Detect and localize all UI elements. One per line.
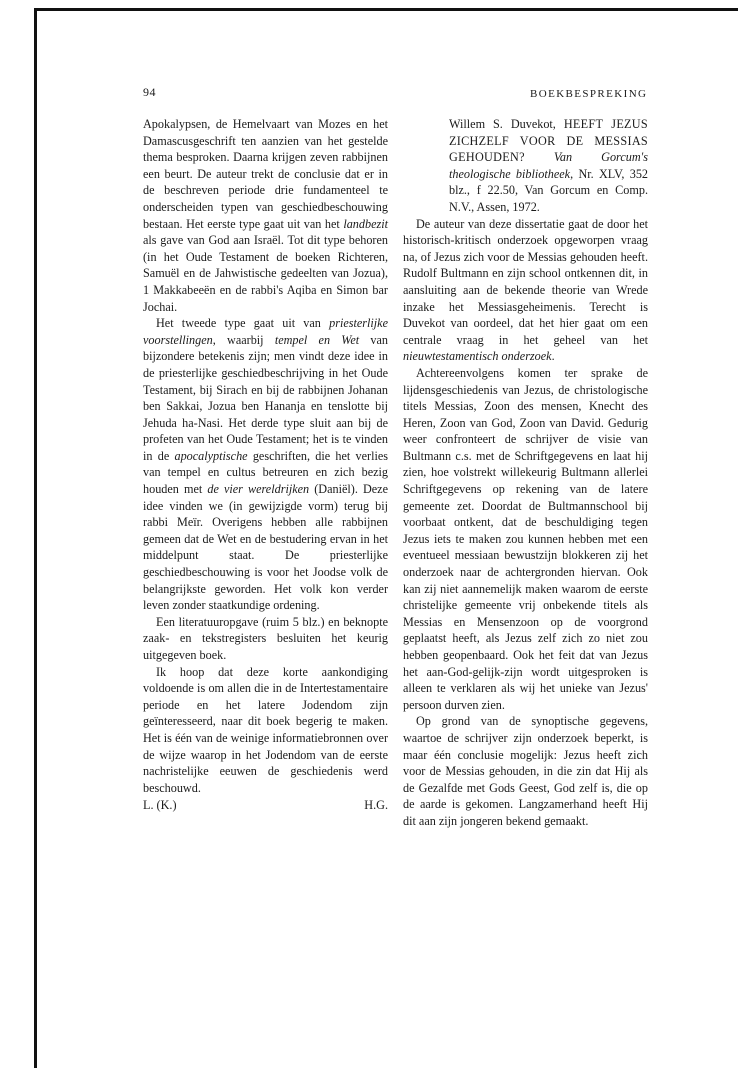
text-run: nieuwtestamentisch onderzoek [403, 349, 552, 364]
running-head: BOEKBESPREKING [530, 88, 648, 100]
text-run: Op grond van de synoptische gegevens, waartoe de schrijver zijn onderzoek beperkt, is maar één conclusie mogelijk: Jezus heeft zich voor de Messias gehouden, in die zin dat Hij als de Gezalfde met Gods Geest, God zelf is, die op de aarde is gekomen. Langzamerhand heeft Hij dit aan zijn jongeren bekend gemaakt. [403, 714, 648, 828]
text-run: Het tweede type gaat uit van [156, 316, 330, 331]
page-number: 94 [143, 85, 156, 99]
text-run: , Nr. XLV, 352 blz., f 22.50, Van Gorcum en Comp. N.V., Assen, 1972. [449, 166, 649, 214]
text-run: De auteur van deze dissertatie gaat de door het historisch-kritisch onderzoek opgeworpen vraag na, of Jezus zich voor de Messias gehouden heeft. Rudolf Bultmann en zijn school ontkennen dit, in aansluiting aan de bekende theorie van Wrede inzake het Messiasgeheimenis. Terecht is Duvekot van oordeel, dat het hier gaat om een centrale vraag in het geheel van het [403, 216, 648, 347]
text-run: geschriften, die het verlies van tempel en cultus betreuren en zich bezig houden met [143, 448, 388, 497]
text-run: Van Gorcum's theologische bibliotheek [449, 150, 648, 181]
text-run: Willem S. Duvekot, [449, 117, 564, 131]
text-run [525, 150, 554, 164]
text-run: (Daniël). Deze idee vinden we (in gewijzigde vorm) terug bij rabbi Meïr. Overigens hebben alle rabbijnen gemeen dat de Wet en de bestudering ervan in het middelpunt staat. De priesterlijke geschiedbeschouwing is voor het Joodse volk de belangrijkste geworden. Het volk kon verder leven zonder staatkundige ordening. [143, 482, 388, 613]
review-signature [143, 797, 388, 814]
signature-initials-right: H.G. [364, 798, 388, 813]
left-paragraph-3 [143, 614, 388, 664]
text-run: Apokalypsen, de Hemelvaart van Mozes en het Damascusgeschrift ten aanzien van het gestelde thema besproken. Daarna krijgen zeven rabbijnen een beurt. De auteur trekt de conclusie dat er in de beschreven periode drie fundamenteel te onderscheiden typen van geschiedbeschouwing bestaan. Het eerste type gaat uit van het [143, 117, 388, 231]
scan-border-left [34, 8, 37, 1068]
right-paragraph-2 [403, 365, 648, 713]
left-column [143, 116, 388, 814]
text-run: HEEFT JEZUS ZICHZELF VOOR DE MESSIAS GEHOUDEN? [449, 117, 648, 165]
text-run: Ik hoop dat deze korte aankondiging voldoende is om allen die in de Intertestamentaire periode en het latere Jodendom zijn geïnteresseerd, naar dit boek begerig te maken. Het is één van de weinige informatiebronnen over de wijze waarop in het Jodendom van de eerste nachristelijke eeuwen de geschiedenis werd beschouwd. [143, 664, 388, 795]
text-run: als gave van God aan Israël. Tot dit type behoren (in het Oude Testament de boeken Richteren, Samuël en de Jahwistische gedeelten van Jozua), 1 Makkabeeën en de rabbi's Aqiba en Simon bar Jochai. [143, 233, 388, 314]
scan-border-top [34, 8, 738, 11]
text-run: Achtereenvolgens komen ter sprake de lijdensgeschiedenis van Jezus, de christologische titels Messias, Zoon des mensen, Knecht des Heren, Zoon van God, Zoon van David. Gedurig weer confronteert de schrijver de visie van Bultmann c.s. met de Schriftgegevens en laat hij zien, hoe volstrekt willekeurig Bultmann allerlei Schriftgegevens op rekening van de latere gemeente zet. Doordat de Bultmannschool bij voorbaat ontkent, dat de beschuldiging tegen Jezus iets te maken zou kunnen hebben met een eventueel messiaan bewustzijn blokkeren zij het onderzoek naar de achtergronden hiervan. Ook kan zij niet aannemelijk maken waarom de eerste christelijke gemeente vrij onbekende titels als Messias en Mensenzoon op de voorgrond geplaatst heeft, als Jezus zelf zich zo niet zou hebben geopenbaard. Ook het feit dat van Jezus het aan-God-gelijk-zijn wordt uitgesproken is alleen te verklaren als wij het unieke van Jezus' persoon durven zien. [403, 365, 648, 712]
text-run: tempel en Wet [274, 332, 360, 347]
text-run: , waarbij [212, 332, 275, 347]
right-paragraph-3 [403, 713, 648, 829]
left-paragraph-4 [143, 664, 388, 797]
book-review-heading [403, 116, 648, 216]
signature-initials-left: L. (K.) [143, 798, 177, 813]
text-run: priesterlijke voorstellingen [143, 316, 388, 347]
left-paragraph-2 [143, 315, 388, 614]
left-paragraph-1 [143, 116, 388, 315]
text-run: landbezit [343, 216, 388, 231]
text-run: apocalyptische [174, 448, 248, 463]
text-run: . [551, 349, 555, 364]
text-run: Een literatuuropgave (ruim 5 blz.) en beknopte zaak- en tekstregisters besluiten het keurig uitgegeven boek. [143, 614, 388, 662]
text-run: de vier wereldrijken [207, 482, 310, 497]
right-paragraph-1 [403, 216, 648, 365]
right-column [403, 116, 648, 830]
text-run: van bijzondere betekenis zijn; men vindt deze idee in de priesterlijke geschiedbeschrijving in het Oude Testament, bij Sirach en bij de rabbijnen Johanan ben Sakkai, Jozua ben Hananja en tenslotte bij Jehuda ha-Nasi. Het derde type sluit aan bij de profeten van het Oude Testament; het is te vinden in de [143, 332, 388, 463]
